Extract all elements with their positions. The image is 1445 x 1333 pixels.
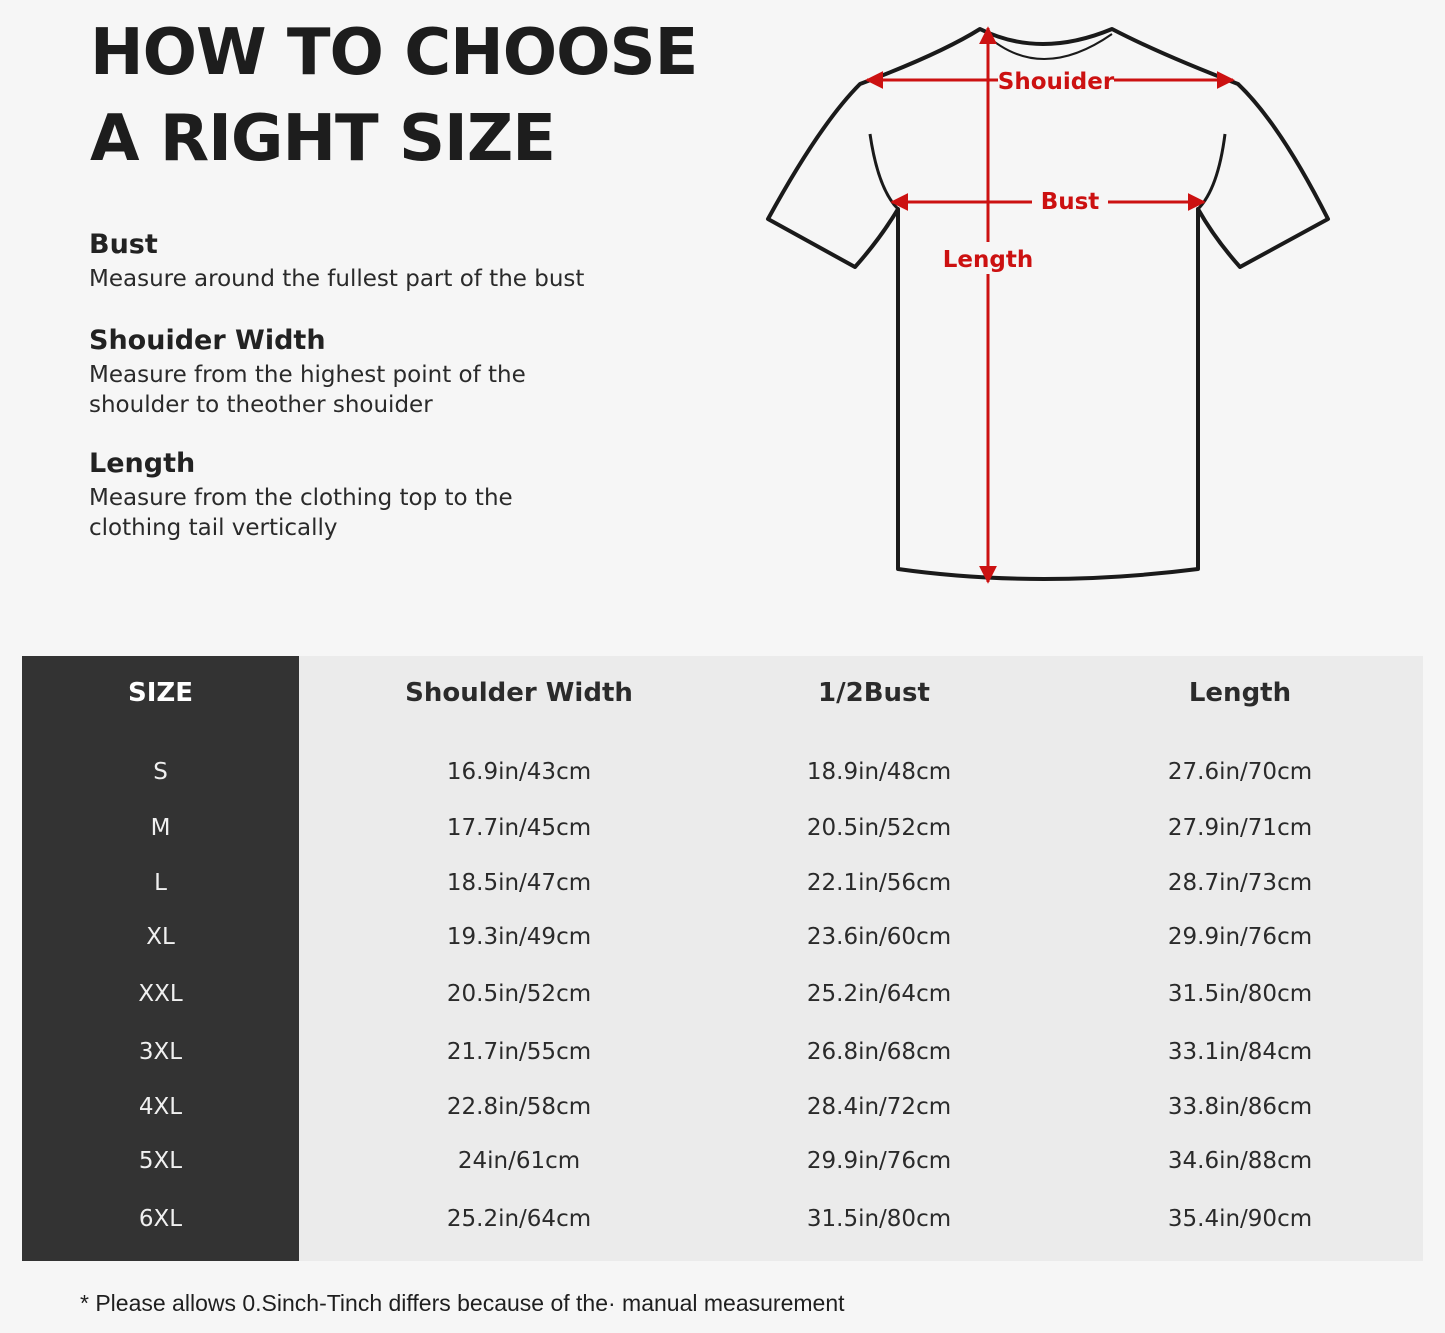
- header-shoulder: Shoulder Width: [405, 678, 633, 708]
- cell-size: M: [150, 815, 171, 841]
- guide-bust-heading: Bust: [89, 229, 158, 260]
- length-label: Length: [942, 247, 1034, 273]
- bust-label: Bust: [1040, 189, 1100, 215]
- cell-size: 3XL: [138, 1039, 183, 1065]
- guide-length-heading: Length: [89, 448, 196, 479]
- cell-shoulder: 25.2in/64cm: [446, 1206, 592, 1232]
- guide-length-text: Measure from the clothing top to the clothing tail vertically: [89, 485, 513, 541]
- cell-bust: 29.9in/76cm: [806, 1148, 952, 1174]
- footnote: * Please allows 0.Sinch-Tinch differs because of the· manual measurement: [80, 1290, 845, 1316]
- cell-bust: 18.9in/48cm: [806, 759, 952, 785]
- cell-length: 33.8in/86cm: [1167, 1094, 1313, 1120]
- cell-shoulder: 24in/61cm: [457, 1148, 581, 1174]
- cell-length: 31.5in/80cm: [1167, 981, 1313, 1007]
- cell-bust: 26.8in/68cm: [806, 1039, 952, 1065]
- guide-length: [89, 447, 559, 543]
- cell-length: 34.6in/88cm: [1167, 1148, 1313, 1174]
- guide-bust: [89, 228, 689, 294]
- cell-bust: 23.6in/60cm: [806, 924, 952, 950]
- guide-shoulder-heading: Shouider Width: [89, 325, 326, 356]
- title-line-2: A RIGHT SIZE: [90, 102, 555, 176]
- cell-length: 29.9in/76cm: [1167, 924, 1313, 950]
- cell-length: 33.1in/84cm: [1167, 1039, 1313, 1065]
- cell-size: 5XL: [138, 1148, 183, 1174]
- size-table: [22, 656, 1423, 1261]
- cell-bust: 31.5in/80cm: [806, 1206, 952, 1232]
- shoulder-label: Shouider: [997, 69, 1115, 95]
- cell-bust: 25.2in/64cm: [806, 981, 952, 1007]
- header-length: Length: [1188, 678, 1292, 708]
- cell-shoulder: 21.7in/55cm: [446, 1039, 592, 1065]
- header-size: SIZE: [127, 678, 193, 708]
- cell-size: 6XL: [138, 1206, 183, 1232]
- cell-size: XL: [146, 924, 175, 950]
- cell-size: XXL: [138, 981, 183, 1007]
- tshirt-outline: [768, 29, 1328, 579]
- guide-bust-text: Measure around the fullest part of the bust: [89, 266, 585, 292]
- cell-bust: 28.4in/72cm: [806, 1094, 952, 1120]
- cell-bust: 20.5in/52cm: [806, 815, 952, 841]
- title-line-1: HOW TO CHOOSE: [90, 16, 698, 90]
- cell-shoulder: 16.9in/43cm: [446, 759, 592, 785]
- cell-shoulder: 20.5in/52cm: [446, 981, 592, 1007]
- cell-shoulder: 18.5in/47cm: [446, 870, 592, 896]
- cell-length: 27.9in/71cm: [1167, 815, 1313, 841]
- cell-length: 28.7in/73cm: [1167, 870, 1313, 896]
- header-bust: 1/2Bust: [818, 678, 930, 708]
- cell-length: 35.4in/90cm: [1167, 1206, 1313, 1232]
- cell-shoulder: 22.8in/58cm: [446, 1094, 592, 1120]
- tshirt-diagram: [740, 14, 1340, 594]
- cell-size: 4XL: [138, 1094, 183, 1120]
- guide-shoulder-text: Measure from the highest point of the shoulder to theother shouider: [89, 362, 526, 418]
- cell-length: 27.6in/70cm: [1167, 759, 1313, 785]
- cell-size: S: [153, 759, 168, 785]
- cell-size: L: [154, 870, 167, 896]
- page-title: [90, 10, 697, 182]
- cell-bust: 22.1in/56cm: [806, 870, 952, 896]
- guide-shoulder: [89, 324, 569, 420]
- cell-shoulder: 17.7in/45cm: [446, 815, 592, 841]
- cell-shoulder: 19.3in/49cm: [446, 924, 592, 950]
